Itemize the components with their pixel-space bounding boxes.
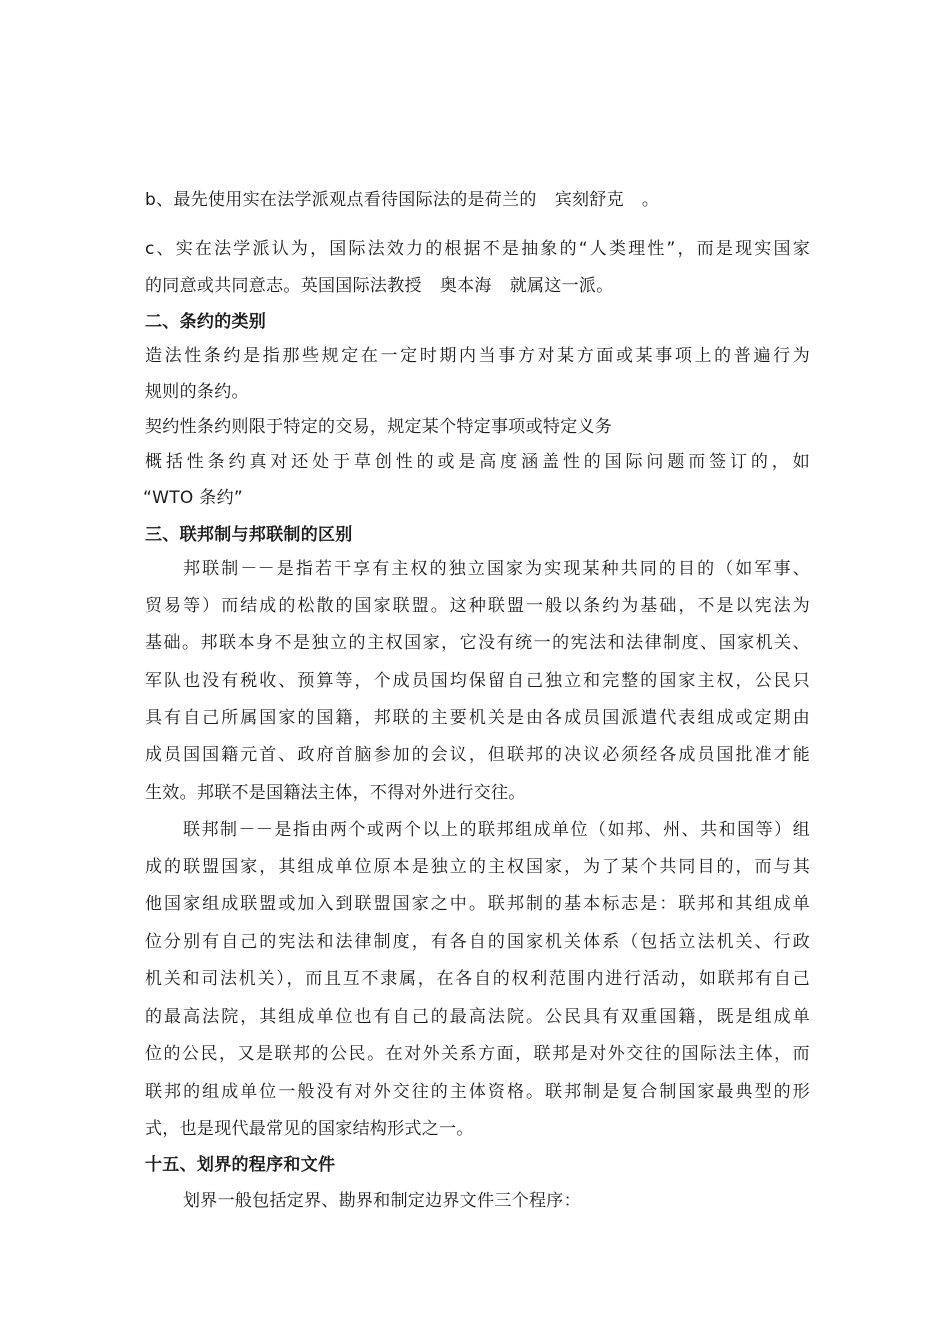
paragraph-b-prefix: b、最先使用实在法学派观点看待国际法的是荷兰的: [145, 190, 537, 210]
section-2-heading: 二、条约的类别: [145, 312, 267, 332]
federation-line-5: 机关和司法机关），而且互不隶属，在各自的权利范围内进行活动，如联邦有自己: [145, 969, 810, 989]
confederation-line-1: 邦联制－－是指若干享有主权的独立国家为实现某种共同的目的（如军事、: [183, 559, 810, 579]
federation-line-4: 位分别有自己的宪法和法律制度，有各自的国家机关体系（包括立法机关、行政: [145, 932, 810, 952]
confederation-line-4: 军队也没有税收、预算等，个成员国均保留自己独立和完整的国家主权，公民只: [145, 671, 810, 691]
federation-line-2: 成的联盟国家，其组成单位原本是独立的主权国家，为了某个共同目的，而与其: [145, 857, 810, 877]
section-3-heading: 三、联邦制与邦联制的区别: [145, 525, 353, 545]
section-2-line-3: 契约性条约则限于特定的交易，规定某个特定事项或特定义务: [145, 417, 613, 437]
confederation-line-6: 成员国国籍元首、政府首脑参加的会议，但联邦的决议必须经各成员国批准才能: [145, 745, 810, 765]
paragraph-c-answer: 奥本海: [439, 276, 492, 296]
confederation-line-2: 贸易等）而结成的松散的国家联盟。这种联盟一般以条约为基础，不是以宪法为: [145, 596, 810, 616]
federation-line-7: 位的公民，又是联邦的公民。在对外关系方面，联邦是对外交往的国际法主体，而: [145, 1044, 810, 1064]
federation-line-6: 的最高法院，其组成单位也有自己的最高法院。公民具有双重国籍，既是组成单: [145, 1007, 810, 1027]
paragraph-c-prefix: 的同意或共同意志。英国国际法教授: [145, 276, 422, 296]
confederation-line-7: 生效。邦联不是国籍法主体，不得对外进行交往。: [145, 783, 526, 803]
federation-line-3: 他国家组成联盟或加入到联盟国家之中。联邦制的基本标志是：联邦和其组成单: [145, 894, 810, 914]
section-2-line-1: 造法性条约是指那些规定在一定时期内当事方对某方面或某事项上的普遍行为: [145, 346, 810, 366]
federation-line-8: 联邦的组成单位一般没有对外交往的主体资格。联邦制是复合制国家最典型的形: [145, 1082, 810, 1102]
paragraph-b-suffix: 。: [641, 190, 660, 210]
paragraph-c-suffix: 就属这一派。: [509, 276, 614, 296]
section-15-line-1: 划界一般包括定界、勘界和制定边界文件三个程序：: [183, 1191, 581, 1211]
federation-line-1: 联邦制－－是指由两个或两个以上的联邦组成单位（如邦、州、共和国等）组: [183, 820, 810, 840]
section-2-line-5: “WTO 条约”: [143, 488, 243, 508]
paragraph-c-line-2: [145, 275, 810, 297]
confederation-line-3: 基础。邦联本身不是独立的主权国家，它没有统一的宪法和法律制度、国家机关、: [145, 633, 810, 653]
paragraph-b-answer: 宾刻舒克: [554, 190, 624, 210]
section-15-heading: 十五、划界的程序和文件: [145, 1155, 336, 1175]
paragraph-c-line-1: c、实在法学派认为，国际法效力的根据不是抽象的“人类理性”，而是现实国家: [145, 239, 810, 259]
federation-line-9: 式，也是现代最常见的国家结构形式之一。: [145, 1119, 474, 1139]
section-2-line-2: 规则的条约。: [145, 382, 249, 402]
confederation-line-5: 具有自己所属国家的国籍，邦联的主要机关是由各成员国派遣代表组成或定期由: [145, 708, 810, 728]
section-2-line-4: 概括性条约真对还处于草创性的或是高度涵盖性的国际问题而签订的，如: [145, 452, 810, 472]
paragraph-b: [145, 189, 810, 211]
